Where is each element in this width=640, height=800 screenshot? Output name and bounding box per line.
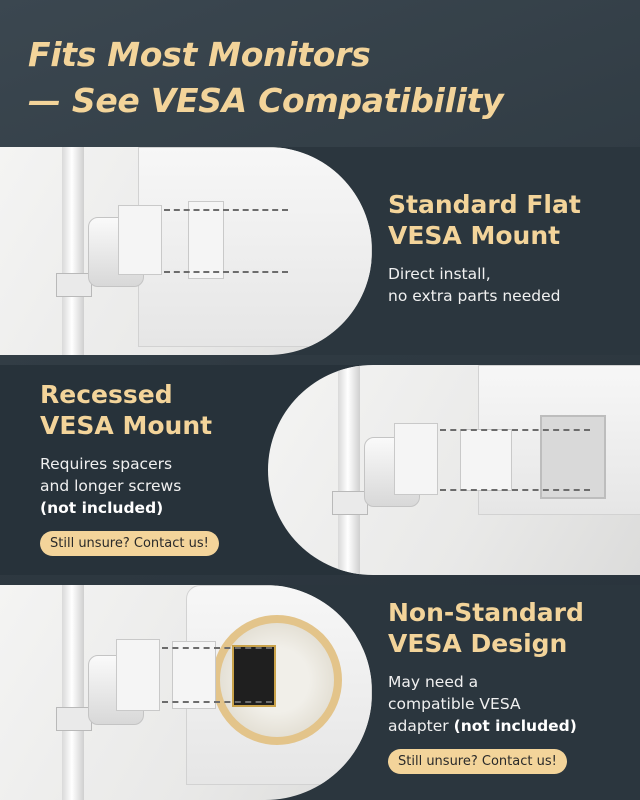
desc-line: May need a	[388, 673, 479, 691]
pole	[338, 365, 360, 575]
screw-guide-bottom	[162, 701, 272, 703]
title-line: Non-Standard	[388, 598, 584, 627]
desc-line: adapter	[388, 717, 449, 735]
not-included-note: (not included)	[40, 499, 164, 517]
standard-flat-text	[388, 189, 628, 307]
title-line: VESA Mount	[40, 411, 213, 440]
recessed-text	[40, 379, 280, 556]
screw-guide-top	[440, 429, 590, 431]
panel-description	[40, 453, 280, 519]
desc-line: Requires spacers	[40, 455, 173, 473]
vesa-plate	[188, 201, 224, 279]
title-line: Recessed	[40, 380, 173, 409]
mount-plate	[116, 639, 160, 711]
screw-guide-bottom	[440, 489, 590, 491]
contact-us-button[interactable]: Still unsure? Contact us!	[40, 531, 219, 556]
headline-line-1: Fits Most Monitors	[28, 35, 371, 74]
pole	[62, 585, 84, 800]
standard-flat-mount-illustration	[0, 147, 372, 355]
spacer-plate	[460, 429, 512, 491]
desc-line: Direct install,	[388, 265, 491, 283]
title-line: VESA Design	[388, 629, 568, 658]
contact-us-button[interactable]: Still unsure? Contact us!	[388, 749, 567, 774]
panel-standard-flat	[0, 147, 640, 355]
screw-guide-bottom	[164, 271, 288, 273]
panel-description	[388, 263, 628, 307]
panel-title	[40, 379, 280, 441]
screw-guide-top	[164, 209, 288, 211]
non-standard-text	[388, 597, 628, 774]
vesa-plate	[172, 641, 216, 709]
mount-plate	[394, 423, 438, 495]
desc-line: and longer screws	[40, 477, 182, 495]
recessed-mount-illustration	[268, 365, 640, 575]
monitor-back	[138, 147, 372, 347]
panel-recessed	[0, 365, 640, 575]
screw-guide-top	[162, 647, 272, 649]
pole-clamp	[56, 273, 92, 297]
desc-line: no extra parts needed	[388, 287, 561, 305]
panel-description	[388, 671, 628, 737]
headline-line-2: — See VESA Compatibility	[28, 81, 504, 120]
vesa-adapter	[232, 645, 276, 707]
title-line: Standard Flat	[388, 190, 581, 219]
pole-clamp	[332, 491, 368, 515]
title-line: VESA Mount	[388, 221, 561, 250]
pole	[62, 147, 84, 355]
panel-non-standard	[0, 585, 640, 800]
recessed-vesa-area	[540, 415, 606, 499]
non-standard-mount-illustration	[0, 585, 372, 800]
desc-line: compatible VESA	[388, 695, 521, 713]
panel-title	[388, 597, 628, 659]
headline	[28, 32, 618, 124]
panel-title	[388, 189, 628, 251]
mount-plate	[118, 205, 162, 275]
pole-clamp	[56, 707, 92, 731]
not-included-note: (not included)	[453, 717, 577, 735]
